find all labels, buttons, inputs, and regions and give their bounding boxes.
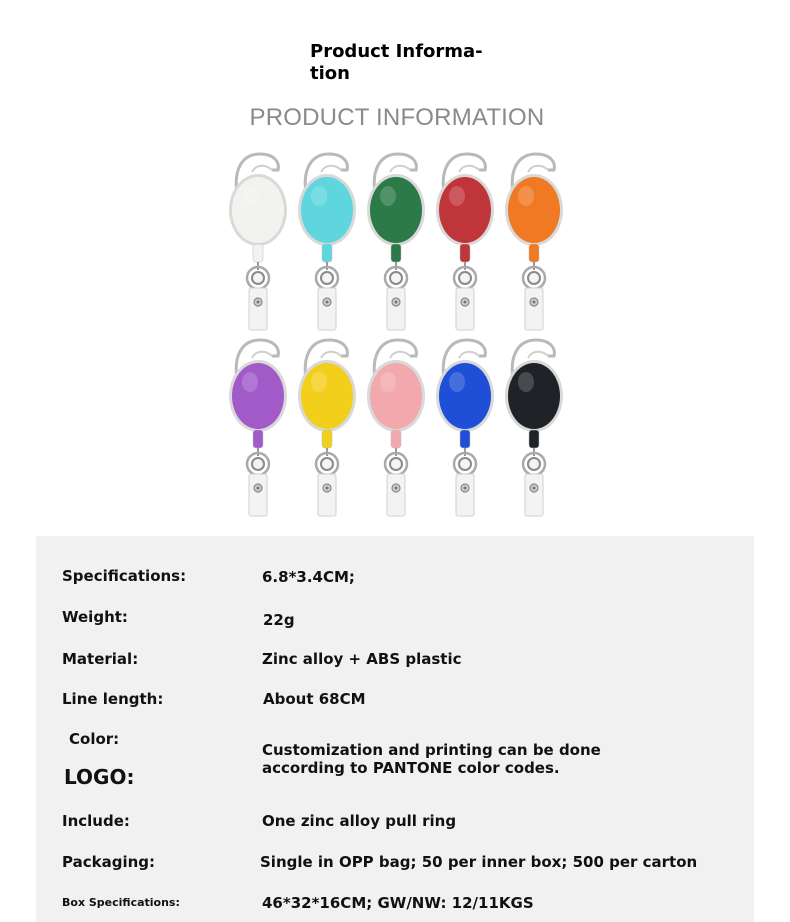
badge-reel <box>222 150 292 335</box>
spec-value-line-length: About 68CM <box>263 690 366 708</box>
spec-value-specifications: 6.8*3.4CM; <box>262 568 355 586</box>
spec-value-material: Zinc alloy + ABS plastic <box>262 650 462 668</box>
spec-label-weight: Weight: <box>62 608 128 626</box>
badge-reel <box>222 336 292 521</box>
spec-label-material: Material: <box>62 650 139 668</box>
spec-value-color-logo: Customization and printing can be done according to PANTONE color codes. <box>262 741 601 777</box>
spec-value-box-specifications: 46*32*16CM; GW/NW: 12/11KGS <box>262 894 534 912</box>
badge-reel <box>498 336 568 521</box>
section-heading: PRODUCT INFORMATION <box>249 104 545 131</box>
badge-reel <box>429 336 499 521</box>
spec-label-logo: LOGO: <box>64 765 135 789</box>
badge-reel <box>498 150 568 335</box>
badge-reel <box>360 336 430 521</box>
spec-label-packaging: Packaging: <box>62 853 155 871</box>
spec-label-box-specifications: Box Specifications: <box>62 896 180 909</box>
spec-label-include: Include: <box>62 812 130 830</box>
spec-label-line-length: Line length: <box>62 690 164 708</box>
badge-reel <box>429 150 499 335</box>
badge-reel <box>291 150 361 335</box>
spec-value-include: One zinc alloy pull ring <box>262 812 457 830</box>
spec-label-specifications: Specifications: <box>62 567 187 585</box>
badge-reel <box>291 336 361 521</box>
spec-label-color: Color: <box>69 730 120 748</box>
badge-reel <box>360 150 430 335</box>
page-title: Product Informa- tion <box>310 41 483 84</box>
product-image <box>222 150 567 520</box>
spec-panel <box>36 536 754 922</box>
spec-value-packaging: Single in OPP bag; 50 per inner box; 500 per carton <box>260 853 698 871</box>
spec-value-weight: 22g <box>263 611 295 629</box>
